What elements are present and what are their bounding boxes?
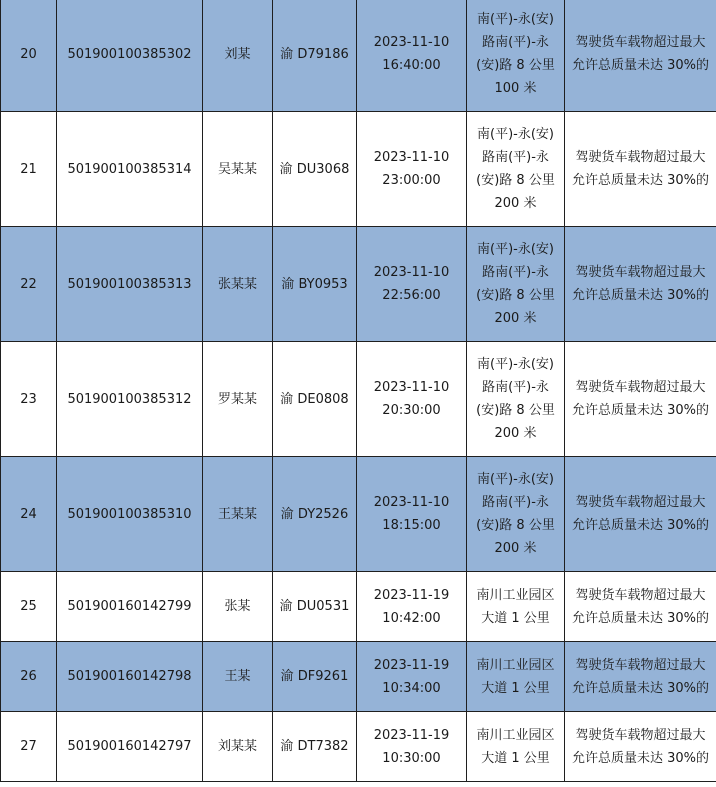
violation-description-cell [565, 457, 716, 572]
row-number: 24 [20, 506, 37, 522]
table-row [1, 0, 716, 112]
violation-time: 10:34:00 [382, 680, 441, 696]
violation-location-cell [467, 112, 565, 227]
violation-datetime-cell [357, 227, 467, 342]
violation-time: 22:56:00 [382, 288, 441, 303]
plate-number-cell [273, 342, 357, 457]
plate-number-cell [273, 642, 357, 712]
violation-time: 10:42:00 [382, 610, 441, 626]
violation-location: 南(平)-永(安)路南(平)-永(安)路 8 公里 200 米 [476, 357, 555, 441]
violation-location-cell [467, 0, 565, 112]
plate-number-cell [273, 227, 357, 342]
row-number-cell [1, 0, 57, 112]
document-number-cell [57, 712, 203, 782]
violation-description-cell [565, 0, 716, 112]
party-name: 罗某某 [217, 391, 257, 407]
row-number-cell [1, 572, 57, 642]
row-number-cell [1, 342, 57, 457]
violation-time: 16:40:00 [382, 58, 441, 73]
plate-number: 渝 DT7382 [280, 739, 349, 754]
plate-number: 渝 BY0953 [281, 276, 348, 292]
document-number-cell [57, 642, 203, 712]
party-name-cell [203, 0, 273, 112]
row-number: 23 [20, 391, 37, 407]
party-name: 王某某 [217, 506, 257, 522]
violation-date: 2023-11-19 [373, 727, 450, 743]
row-number: 27 [20, 739, 37, 754]
document-number-cell [57, 112, 203, 227]
violation-time: 20:30:00 [382, 403, 441, 418]
row-number: 21 [20, 161, 37, 177]
party-name-cell [203, 342, 273, 457]
party-name-cell [203, 712, 273, 782]
row-number: 26 [20, 669, 37, 684]
document-number-cell [57, 0, 203, 112]
party-name: 刘某某 [217, 739, 257, 754]
violation-time: 10:30:00 [382, 750, 441, 766]
violation-location: 南(平)-永(安)路南(平)-永(安)路 8 公里 200 米 [476, 242, 555, 326]
document-number: 501900100385313 [67, 276, 192, 292]
violation-description-cell [565, 572, 716, 642]
row-number: 20 [20, 46, 37, 62]
party-name-cell [203, 457, 273, 572]
table-row [1, 712, 716, 782]
violation-location-cell [467, 712, 565, 782]
row-number-cell [1, 712, 57, 782]
table-row [1, 112, 716, 227]
row-number-cell [1, 112, 57, 227]
violation-location-cell [467, 342, 565, 457]
violation-datetime-cell [357, 112, 467, 227]
party-name-cell [203, 227, 273, 342]
violation-description: 驾驶货车载物超过最大允许总质量未达 30%的 [571, 587, 710, 626]
violation-description: 驾驶货车载物超过最大允许总质量未达 30%的 [571, 265, 710, 303]
violation-description: 驾驶货车载物超过最大允许总质量未达 30%的 [571, 495, 710, 533]
document-number-cell [57, 342, 203, 457]
plate-number-cell [273, 572, 357, 642]
violation-date: 2023-11-19 [373, 657, 450, 673]
table-row [1, 642, 716, 712]
party-name: 王某 [224, 669, 251, 684]
document-number-cell [57, 572, 203, 642]
document-number: 501900100385312 [67, 391, 192, 407]
party-name-cell [203, 642, 273, 712]
document-number: 501900160142798 [67, 669, 192, 684]
violation-date: 2023-11-10 [373, 265, 450, 280]
party-name: 刘某 [224, 46, 251, 62]
party-name: 张某 [224, 599, 251, 614]
row-number-cell [1, 642, 57, 712]
violation-description: 驾驶货车载物超过最大允许总质量未达 30%的 [571, 380, 710, 418]
violation-date: 2023-11-10 [373, 150, 450, 165]
row-number: 25 [20, 599, 37, 614]
violation-description-cell [565, 227, 716, 342]
table-row [1, 342, 716, 457]
violation-description-cell [565, 642, 716, 712]
document-number: 501900100385310 [67, 506, 192, 522]
plate-number: 渝 DU3068 [279, 161, 350, 177]
violation-location-cell [467, 642, 565, 712]
violation-datetime-cell [357, 712, 467, 782]
party-name-cell [203, 572, 273, 642]
plate-number-cell [273, 112, 357, 227]
violation-description: 驾驶货车载物超过最大允许总质量未达 30%的 [571, 150, 710, 188]
plate-number: 渝 DY2526 [280, 506, 349, 522]
violation-location-cell [467, 572, 565, 642]
row-number-cell [1, 227, 57, 342]
violation-time: 23:00:00 [382, 173, 441, 188]
violation-description-cell [565, 712, 716, 782]
party-name: 吴某某 [217, 161, 257, 177]
table-row [1, 227, 716, 342]
violation-description: 驾驶货车载物超过最大允许总质量未达 30%的 [571, 727, 710, 766]
plate-number: 渝 DF9261 [280, 669, 349, 684]
violation-location-cell [467, 457, 565, 572]
violation-datetime-cell [357, 572, 467, 642]
plate-number-cell [273, 712, 357, 782]
document-number: 501900160142799 [67, 599, 192, 614]
violation-date: 2023-11-19 [373, 587, 450, 603]
violation-location: 南川工业园区大道 1 公里 [476, 727, 555, 766]
violation-date: 2023-11-10 [373, 380, 450, 395]
party-name-cell [203, 112, 273, 227]
document-number-cell [57, 457, 203, 572]
violation-date: 2023-11-10 [373, 35, 450, 50]
violation-description-cell [565, 342, 716, 457]
document-number-cell [57, 227, 203, 342]
plate-number: 渝 D79186 [280, 46, 349, 62]
party-name: 张某某 [217, 276, 257, 292]
violation-description: 驾驶货车载物超过最大允许总质量未达 30%的 [571, 657, 710, 696]
violation-location: 南(平)-永(安)路南(平)-永(安)路 8 公里 200 米 [476, 472, 555, 556]
violation-location: 南川工业园区大道 1 公里 [476, 657, 555, 696]
violation-datetime-cell [357, 342, 467, 457]
plate-number: 渝 DU0531 [279, 599, 350, 614]
violation-description: 驾驶货车载物超过最大允许总质量未达 30%的 [571, 35, 710, 73]
row-number-cell [1, 457, 57, 572]
violation-time: 18:15:00 [382, 518, 441, 533]
violation-location: 南川工业园区大道 1 公里 [476, 587, 555, 626]
row-number: 22 [20, 276, 37, 292]
violation-location: 南(平)-永(安)路南(平)-永(安)路 8 公里 200 米 [476, 127, 555, 211]
violation-datetime-cell [357, 457, 467, 572]
plate-number: 渝 DE0808 [280, 391, 349, 407]
violation-location: 南(平)-永(安)路南(平)-永(安)路 8 公里 100 米 [476, 12, 555, 96]
violation-datetime-cell [357, 642, 467, 712]
table-row [1, 457, 716, 572]
violation-datetime-cell [357, 0, 467, 112]
document-number: 501900160142797 [67, 739, 192, 754]
table-row [1, 572, 716, 642]
document-number: 501900100385302 [67, 46, 192, 62]
plate-number-cell [273, 0, 357, 112]
violation-date: 2023-11-10 [373, 495, 450, 510]
document-number: 501900100385314 [67, 161, 192, 177]
violation-description-cell [565, 112, 716, 227]
violation-location-cell [467, 227, 565, 342]
plate-number-cell [273, 457, 357, 572]
